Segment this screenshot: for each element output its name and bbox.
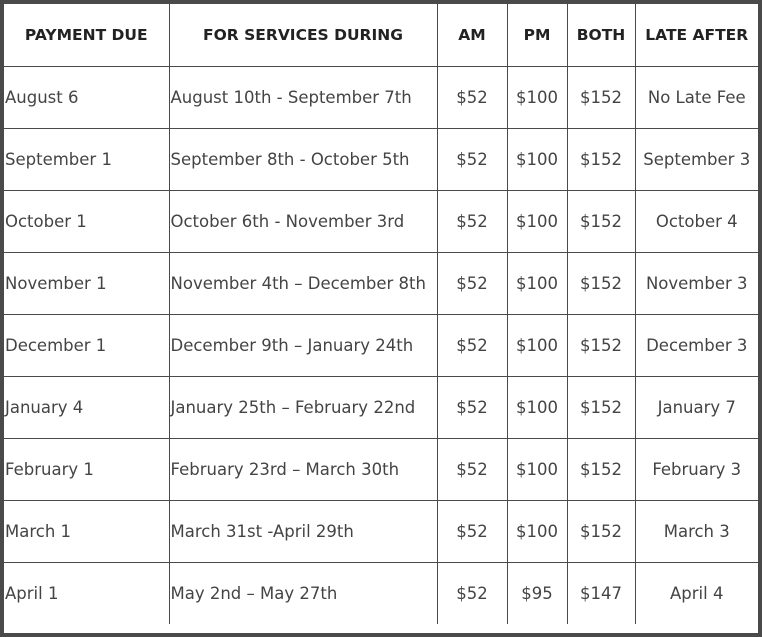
cell-am: $52 (437, 377, 507, 439)
header-both: BOTH (567, 4, 635, 67)
cell-services: October 6th - November 3rd (169, 191, 437, 253)
table-row (4, 67, 758, 129)
cell-both: $152 (567, 253, 635, 315)
cell-am: $52 (437, 563, 507, 625)
cell-services: March 31st -April 29th (169, 501, 437, 563)
table-row (4, 439, 758, 501)
table-row (4, 377, 758, 439)
cell-services: September 8th - October 5th (169, 129, 437, 191)
table-row (4, 191, 758, 253)
cell-both: $152 (567, 501, 635, 563)
cell-pm: $100 (507, 129, 567, 191)
cell-pm: $100 (507, 439, 567, 501)
header-payment-due: PAYMENT DUE (4, 4, 169, 67)
table-row (4, 563, 758, 625)
cell-both: $152 (567, 315, 635, 377)
cell-am: $52 (437, 253, 507, 315)
cell-am: $52 (437, 129, 507, 191)
header-services-during: FOR SERVICES DURING (169, 4, 437, 67)
cell-payment-due: September 1 (4, 129, 169, 191)
cell-late-after: September 3 (635, 129, 758, 191)
table-row (4, 129, 758, 191)
cell-services: November 4th – December 8th (169, 253, 437, 315)
cell-payment-due: April 1 (4, 563, 169, 625)
cell-late-after: October 4 (635, 191, 758, 253)
cell-payment-due: March 1 (4, 501, 169, 563)
cell-both: $152 (567, 439, 635, 501)
header-late-after: LATE AFTER (635, 4, 758, 67)
cell-both: $152 (567, 191, 635, 253)
cell-late-after: January 7 (635, 377, 758, 439)
cell-both: $152 (567, 377, 635, 439)
cell-am: $52 (437, 315, 507, 377)
cell-both: $147 (567, 563, 635, 625)
cell-late-after: March 3 (635, 501, 758, 563)
cell-pm: $100 (507, 67, 567, 129)
cell-am: $52 (437, 501, 507, 563)
table-row (4, 315, 758, 377)
cell-payment-due: January 4 (4, 377, 169, 439)
cell-payment-due: November 1 (4, 253, 169, 315)
cell-services: May 2nd – May 27th (169, 563, 437, 625)
cell-pm: $100 (507, 315, 567, 377)
cell-pm: $100 (507, 191, 567, 253)
cell-services: February 23rd – March 30th (169, 439, 437, 501)
table-row (4, 253, 758, 315)
cell-services: January 25th – February 22nd (169, 377, 437, 439)
cell-pm: $100 (507, 377, 567, 439)
payment-schedule-table (4, 4, 758, 624)
cell-late-after: November 3 (635, 253, 758, 315)
cell-payment-due: February 1 (4, 439, 169, 501)
cell-both: $152 (567, 67, 635, 129)
cell-both: $152 (567, 129, 635, 191)
cell-am: $52 (437, 439, 507, 501)
cell-payment-due: October 1 (4, 191, 169, 253)
cell-pm: $100 (507, 501, 567, 563)
cell-am: $52 (437, 67, 507, 129)
cell-payment-due: December 1 (4, 315, 169, 377)
cell-late-after: April 4 (635, 563, 758, 625)
header-am: AM (437, 4, 507, 67)
cell-pm: $100 (507, 253, 567, 315)
cell-services: August 10th - September 7th (169, 67, 437, 129)
cell-am: $52 (437, 191, 507, 253)
cell-services: December 9th – January 24th (169, 315, 437, 377)
table-header-row (4, 4, 758, 67)
table-row (4, 501, 758, 563)
cell-late-after: February 3 (635, 439, 758, 501)
header-pm: PM (507, 4, 567, 67)
cell-late-after: No Late Fee (635, 67, 758, 129)
cell-payment-due: August 6 (4, 67, 169, 129)
cell-late-after: December 3 (635, 315, 758, 377)
cell-pm: $95 (507, 563, 567, 625)
